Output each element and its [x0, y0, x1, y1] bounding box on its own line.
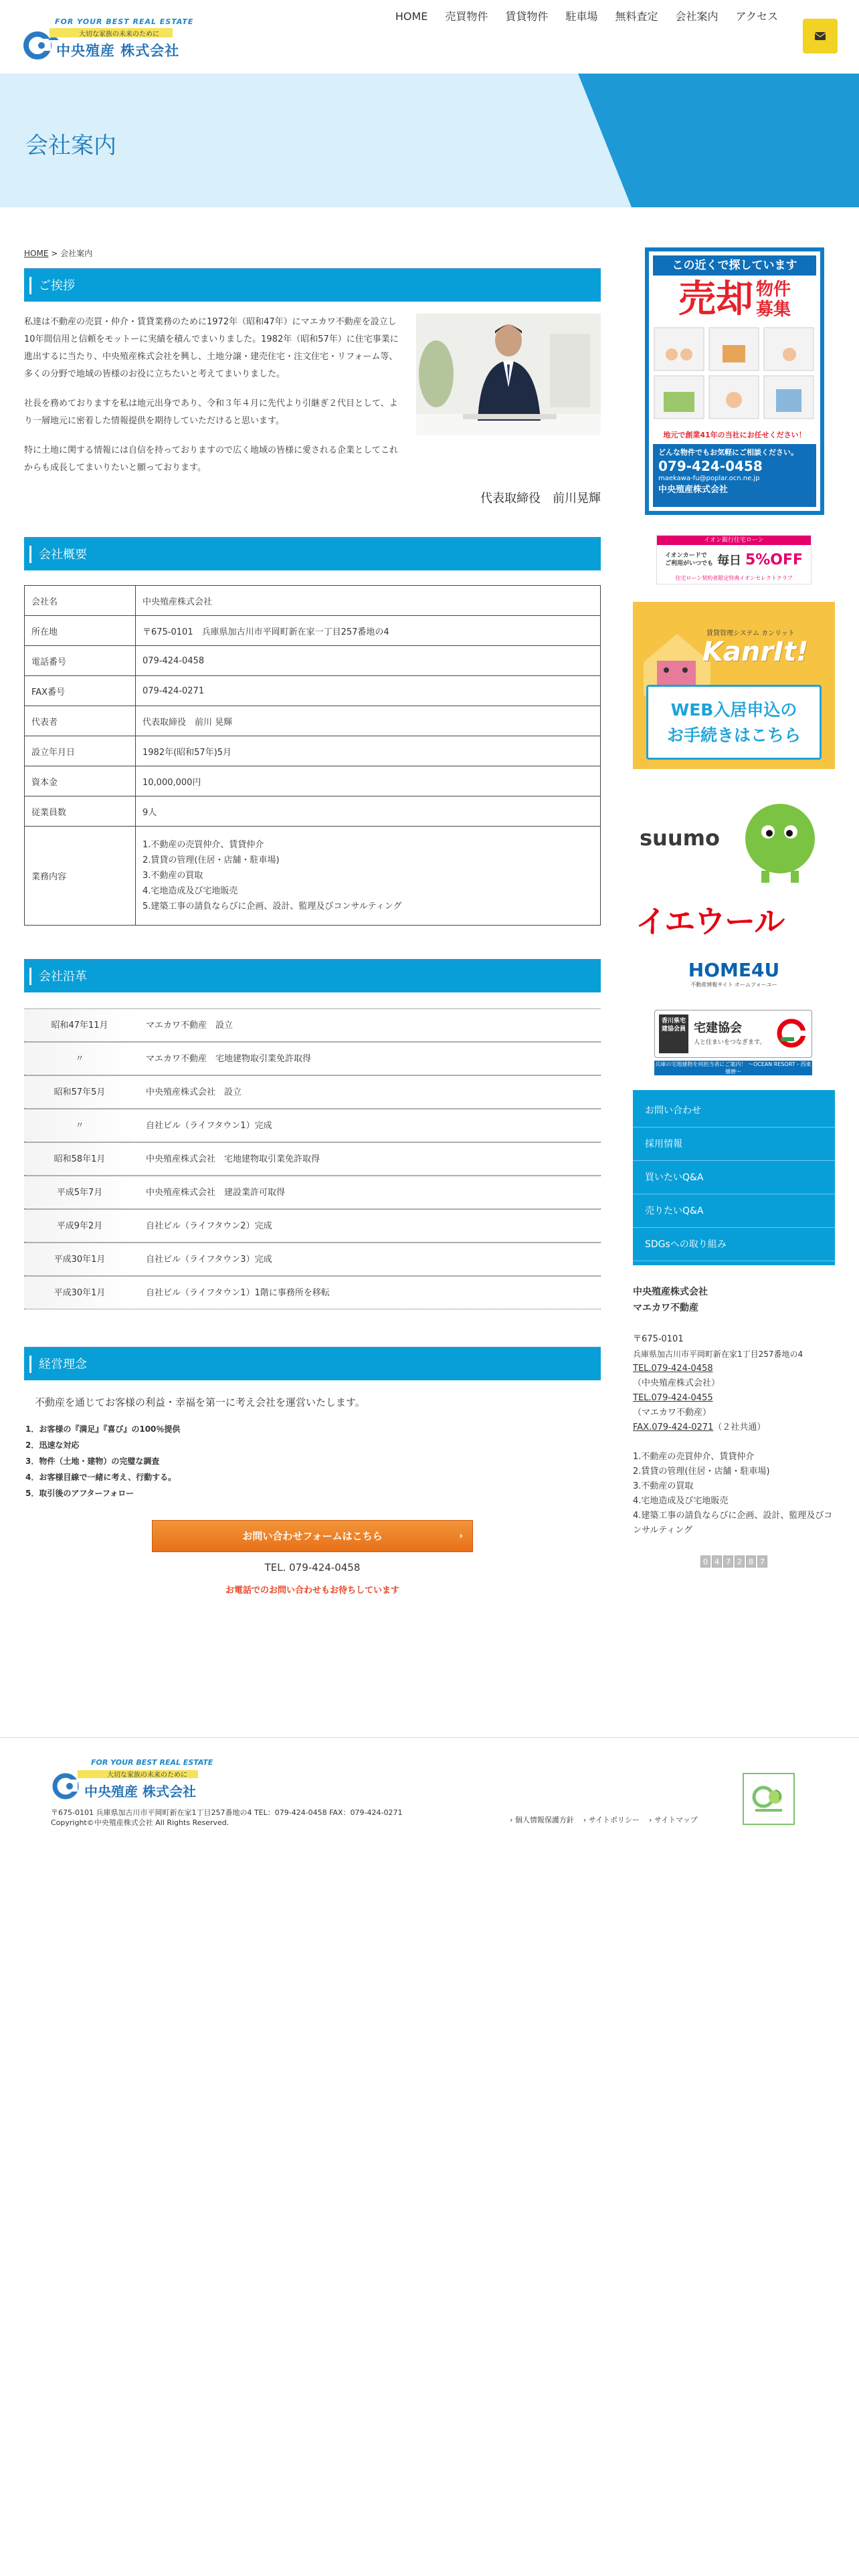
page-title: 会社案内 — [25, 132, 116, 159]
table-row — [25, 706, 601, 736]
table-value: 10,000,000円 — [136, 766, 601, 796]
counter-digit: 0 — [700, 1555, 710, 1568]
history-row — [24, 1209, 601, 1243]
banner-aeon-middle — [657, 545, 811, 574]
chevron-right-icon: › — [459, 1531, 463, 1541]
banner-sale-inner — [649, 251, 820, 511]
table-key: 資本金 — [25, 766, 136, 796]
contact-tel-note: お電話でのお問い合わせもお待ちしています — [225, 1586, 399, 1596]
company-tel-1-link[interactable]: TEL.079-424-0458 — [633, 1364, 713, 1374]
greeting-paragraph: 社長を務めておりますを私は地元出身であり、令和３年４月に先代より引継ぎ２代目として、より一層地元に密着した情報提供を期待していただけると思います。 — [24, 399, 398, 426]
philosophy-lead: 不動産を通じてお客様の利益・幸福を第一に考え会社を運営いたします。 — [35, 1396, 365, 1408]
nav-company[interactable]: 会社案内 — [675, 10, 719, 23]
banner-kanrit-line2: お手続きはこちら — [666, 726, 801, 745]
banner-aeon-text — [665, 552, 713, 568]
footer-logo[interactable] — [51, 1754, 225, 1802]
history-date: 昭和58年1月 — [24, 1143, 135, 1175]
logo-subtitle: 大切な家族の未来のために — [79, 31, 159, 38]
banner-sale-wanted[interactable] — [645, 247, 824, 515]
philosophy-section — [24, 1395, 601, 1596]
company-name-2: マエカワ不動産 — [633, 1303, 698, 1313]
banner-aeon-top: イオン銀行住宅ローン — [657, 536, 811, 545]
table-row — [25, 586, 601, 616]
table-row — [25, 796, 601, 827]
logo-name: 中央殖産 株式会社 — [56, 43, 180, 59]
banner-takken-bottom: 兵庫の宅地建物を何担当者にご案内！ ～OCEAN RESORT・西東播磨～ — [655, 1061, 812, 1075]
history-row — [24, 1276, 601, 1309]
footer-link-sitemap[interactable]: › サイトマップ — [649, 1816, 698, 1824]
banner-takken-left: 香川県宅建協会員 — [659, 1014, 688, 1053]
banner-kanrit-small: 賃貸管理システム カンリット — [706, 630, 795, 637]
table-value: 〒675-0101 兵庫県加古川市平岡町新在家一丁目257番地の4 — [136, 616, 601, 646]
history-event: 中央殖産株式会社 建設業許可取得 — [146, 1188, 286, 1198]
nav-parking[interactable]: 駐車場 — [565, 10, 598, 23]
envelope-icon — [815, 32, 826, 40]
table-row — [25, 676, 601, 706]
company-business-item: 4.宅地造成及び宅地販売 — [633, 1496, 729, 1506]
mail-button[interactable] — [803, 19, 838, 53]
footer-link-privacy[interactable]: › 個人情報保護方針 — [510, 1816, 574, 1824]
banner-takken-brand: 宅建協会 — [694, 1021, 742, 1035]
table-key: 設立年月日 — [25, 736, 136, 766]
history-event: 自社ビル（ライフタウン1）1階に事務所を移転 — [146, 1288, 330, 1298]
table-value: 1982年(昭和57年)5月 — [136, 736, 601, 766]
table-value: 079-424-0458 — [136, 646, 601, 676]
company-fax-note: （２社共通） — [713, 1422, 766, 1432]
banner-aeon-loan[interactable] — [656, 535, 812, 584]
greeting-text — [24, 314, 404, 489]
footer-copyright: Copyright©中央殖産株式会社 All Rights Reserved. — [51, 1818, 229, 1827]
banner-sale-big2: 物件 — [755, 280, 791, 300]
footer-address: 〒675-0101 兵庫県加古川市平岡町新在家1丁目257番地の4 TEL：079-424-0458 FAX：079-424-0271 — [51, 1808, 403, 1817]
history-date: 昭和47年11月 — [24, 1009, 135, 1041]
nav-home[interactable]: HOME — [395, 10, 428, 23]
company-tel-2-note: （マエカワ不動産） — [633, 1408, 712, 1418]
greeting-signature: 代表取締役 前川晃輝 — [480, 492, 601, 506]
global-nav — [387, 8, 787, 25]
access-counter — [633, 1555, 835, 1568]
main-content — [24, 247, 601, 1596]
company-fax — [633, 1420, 835, 1435]
banner-suumo[interactable] — [633, 798, 835, 885]
breadcrumb-home[interactable]: HOME — [24, 249, 49, 258]
banner-ieul-brand: イエウール — [636, 903, 785, 939]
history-list — [24, 1008, 601, 1309]
banner-aeon-daily: 毎日 — [717, 554, 741, 568]
greeting-section — [24, 314, 601, 521]
greeting-heading: ご挨拶 — [24, 268, 601, 302]
contact-tel: TEL. 079-424-0458 — [264, 1562, 361, 1574]
banner-sale-big: 売却 — [678, 278, 753, 321]
company-tel-1-note: （中央殖産株式会社） — [633, 1378, 721, 1388]
page-banner — [0, 74, 859, 207]
company-name-1: 中央殖産株式会社 — [633, 1287, 708, 1297]
history-event: 自社ビル（ライフタウン2）完成 — [146, 1221, 272, 1231]
company-fax-link[interactable]: FAX.079-424-0271 — [633, 1422, 714, 1432]
table-key: 代表者 — [25, 706, 136, 736]
contact-form-label: お問い合わせフォームはこちら — [242, 1530, 383, 1542]
banner-kanrit[interactable] — [633, 602, 835, 769]
history-date: 平成5年7月 — [24, 1176, 135, 1208]
company-tel-1[interactable] — [633, 1362, 835, 1376]
history-event: 自社ビル（ライフタウン3）完成 — [146, 1255, 272, 1265]
counter-digit: 4 — [712, 1555, 722, 1568]
site-footer — [0, 1737, 859, 1871]
site-logo[interactable] — [21, 15, 202, 62]
philosophy-item: 5．取引後のアフターフォロー — [25, 1489, 134, 1498]
banner-sale-mail: maekawa-fu@poplar.ocn.ne.jp — [658, 475, 760, 482]
banner-aeon-bottom: 住宅ローン契約者限定特典イオンセレクトクラブ — [675, 575, 793, 581]
sidebar-item-contact[interactable]: お問い合わせ — [633, 1094, 835, 1128]
site-header — [0, 0, 859, 74]
table-value: 代表取締役 前川 晃輝 — [136, 706, 601, 736]
footer-logo-subtitle: 大切な家族の未来のために — [107, 1772, 187, 1779]
table-row — [25, 736, 601, 766]
banner-takken-box — [654, 1010, 812, 1058]
suumo-mascot-icon — [732, 798, 832, 885]
history-row — [24, 1008, 601, 1042]
philosophy-list — [25, 1421, 601, 1501]
table-row — [25, 827, 601, 926]
footer-logo-name: 中央殖産 株式会社 — [84, 1784, 196, 1800]
sidebar-item-sell-qa[interactable]: 売りたいQ&A — [633, 1194, 835, 1228]
footer-logo-tagline: FOR YOUR BEST REAL ESTATE — [91, 1758, 213, 1767]
company-tel-2[interactable] — [633, 1391, 835, 1406]
company-zip: 〒675-0101 — [633, 1334, 684, 1344]
philosophy-item: 1．お客様の『満足』『喜び』の100％提供 — [25, 1424, 181, 1434]
history-date: 平成30年1月 — [24, 1243, 135, 1275]
counter-digit: 8 — [746, 1555, 756, 1568]
history-row — [24, 1109, 601, 1142]
company-business-list — [633, 1450, 835, 1538]
footer-links — [510, 1814, 698, 1825]
banner-sale-big3: 募集 — [755, 300, 791, 320]
table-key: 会社名 — [25, 586, 136, 616]
banner-sale-big-side — [756, 280, 791, 320]
footer-link-policy[interactable]: › サイトポリシー — [583, 1816, 640, 1824]
overview-heading: 会社概要 — [24, 537, 601, 570]
history-event: 中央殖産株式会社 設立 — [146, 1087, 242, 1097]
banner-kanrit-box — [646, 685, 822, 760]
table-key: 従業員数 — [25, 796, 136, 827]
contact-form-button[interactable] — [152, 1520, 473, 1552]
company-business-item: 1.不動産の売買仲介、賃貸仲介 — [633, 1452, 755, 1462]
table-value-business — [136, 827, 601, 926]
business-item: 3.不動産の買取 — [142, 871, 203, 881]
company-business-item: 2.賃貸の管理(住居・店舗・駐車場) — [633, 1467, 770, 1477]
greeting-paragraph: 特に土地に関する情報には自信を持っておりますので広く地域の皆様に愛される企業としてこれからも成長してまいりたいと願っております。 — [24, 445, 399, 473]
banner-home4u-brand: HOME4U — [688, 959, 780, 981]
business-item: 1.不動産の売買仲介、賃貸仲介 — [142, 840, 264, 850]
history-date: 平成9年2月 — [24, 1210, 135, 1242]
history-row — [24, 1176, 601, 1209]
sidebar-item-recruit[interactable]: 採用情報 — [633, 1128, 835, 1161]
breadcrumb-sep: > — [48, 249, 61, 258]
table-value: 9人 — [136, 796, 601, 827]
breadcrumb — [24, 247, 601, 259]
banner-aeon-pct: 5%OFF — [745, 551, 803, 568]
table-key: 業務内容 — [25, 827, 136, 926]
business-item: 5.建築工事の請負ならびに企画、設計、監理及びコンサルティング — [142, 901, 402, 911]
company-overview-table — [24, 585, 601, 926]
business-item: 2.賃貸の管理(住居・店舗・駐車場) — [142, 855, 280, 865]
history-event: 自社ビル（ライフタウン1）完成 — [146, 1121, 272, 1131]
table-value: 079-424-0271 — [136, 676, 601, 706]
co2-leaf-icon — [750, 1782, 787, 1816]
banner-sale-sub: どんな物件でもお気軽にご相談ください。 — [658, 448, 798, 457]
banner-suumo-brand: suumo — [640, 825, 720, 851]
company-tel-2-link[interactable]: TEL.079-424-0455 — [633, 1393, 713, 1403]
greeting-paragraph: 私達は不動産の売買・仲介・賃貸業務のために1972年（昭和47年）にマエカワ不動産を設立し10年間信用と信頼をモットーに実績を積んでまいりました。1982年（昭和57年）に住宅事業に進出するに当たり、中央殖産株式会社を興し、土地分譲・建売住宅・注文住宅・リフォーム等、多くの分野で地域の皆様のお役に立ちたいと考えてまいりました。 — [24, 317, 399, 379]
banner-aeon-line1: イオンカードで — [664, 552, 707, 559]
banner-sale-title — [649, 280, 820, 320]
sidebar — [633, 247, 835, 1568]
banner-aeon-line2: ご利用がいつでも — [664, 560, 713, 567]
banner-sale-top: この近くで探しています — [653, 255, 816, 276]
philosophy-heading: 経営理念 — [24, 1347, 601, 1380]
counter-digit: 7 — [723, 1555, 733, 1568]
takken-logo-icon — [777, 1018, 806, 1048]
footer-link-policy-label[interactable]: サイトポリシー — [588, 1816, 640, 1824]
eco-badge — [743, 1773, 795, 1825]
banner-sale-contact — [653, 444, 816, 507]
sidebar-company-info — [633, 1284, 835, 1538]
history-row — [24, 1243, 601, 1276]
nav-sale-properties[interactable]: 売買物件 — [445, 10, 488, 23]
table-key: 電話番号 — [25, 646, 136, 676]
philosophy-item: 2．迅速な対応 — [25, 1440, 80, 1450]
history-event: マエカワ不動産 設立 — [146, 1021, 233, 1031]
banner-sale-footer: 地元で創業41年の当社にお任せください！ — [663, 431, 806, 439]
sidebar-item-buy-qa[interactable]: 買いたいQ&A — [633, 1161, 835, 1194]
banner-sale-tel: 079-424-0458 — [658, 458, 763, 474]
history-event: 中央殖産株式会社 宅地建物取引業免許取得 — [146, 1154, 320, 1164]
philosophy-item: 4．お客様目線で一緒に考え、行動する。 — [25, 1473, 177, 1482]
footer-link-sitemap-label[interactable]: サイトマップ — [654, 1816, 698, 1824]
philosophy-item: 3．物件（土地・建物）の完璧な調査 — [25, 1457, 160, 1466]
sidebar-menu-bottom — [633, 1261, 835, 1265]
history-date: 昭和57年5月 — [24, 1076, 135, 1108]
history-event: マエカワ不動産 宅地建物取引業免許取得 — [146, 1054, 312, 1064]
history-date: 〃 — [24, 1043, 135, 1075]
footer-link-privacy-label[interactable]: 個人情報保護方針 — [514, 1816, 574, 1824]
counter-digit: 7 — [757, 1555, 767, 1568]
breadcrumb-current: 会社案内 — [60, 249, 93, 258]
table-value: 中央殖産株式会社 — [136, 586, 601, 616]
nav-access[interactable]: アクセス — [735, 10, 778, 23]
counter-digit: 2 — [735, 1555, 745, 1568]
history-date: 平成30年1月 — [24, 1277, 135, 1309]
logo-tagline: FOR YOUR BEST REAL ESTATE — [55, 17, 194, 26]
history-row — [24, 1075, 601, 1109]
history-row — [24, 1142, 601, 1176]
banner-kanrit-brand: KanrIt! — [702, 637, 809, 667]
table-row — [25, 766, 601, 796]
history-row — [24, 1042, 601, 1075]
nav-rental-properties[interactable]: 賃貸物件 — [505, 10, 549, 23]
table-key: 所在地 — [25, 616, 136, 646]
banner-home4u-sub: 不動産情報サイト ホームフォーユー — [690, 982, 777, 988]
banner-ieul[interactable] — [633, 892, 835, 939]
banner-takken[interactable] — [633, 1010, 835, 1082]
banner-home4u[interactable] — [633, 959, 835, 999]
table-row — [25, 616, 601, 646]
company-business-item: 4.建築工事の請負ならびに企画、設計、監理及びコンサルティング — [633, 1511, 833, 1535]
table-row — [25, 646, 601, 676]
ceo-photo — [416, 314, 601, 435]
footer-address-block — [51, 1808, 402, 1828]
company-business-item: 3.不動産の買取 — [633, 1481, 694, 1491]
banner-sale-company: 中央殖産株式会社 — [658, 485, 729, 495]
nav-free-appraisal[interactable]: 無料査定 — [615, 10, 658, 23]
banner-kanrit-line1: WEB入居申込の — [670, 700, 797, 720]
history-date: 〃 — [24, 1109, 135, 1142]
banner-sale-illustrations — [649, 325, 820, 425]
business-item: 4.宅地造成及び宅地販売 — [142, 886, 238, 896]
banner-takken-sub: 人と住まいをつなぎます。 — [694, 1039, 766, 1046]
sidebar-menu — [633, 1090, 835, 1261]
table-key: FAX番号 — [25, 676, 136, 706]
company-address: 兵庫県加古川市平岡町新在家1丁目257番地の4 — [633, 1350, 803, 1359]
banner-stripe — [578, 74, 859, 207]
sidebar-item-sdgs[interactable]: SDGsへの取り組み — [633, 1228, 835, 1261]
history-heading: 会社沿革 — [24, 959, 601, 992]
